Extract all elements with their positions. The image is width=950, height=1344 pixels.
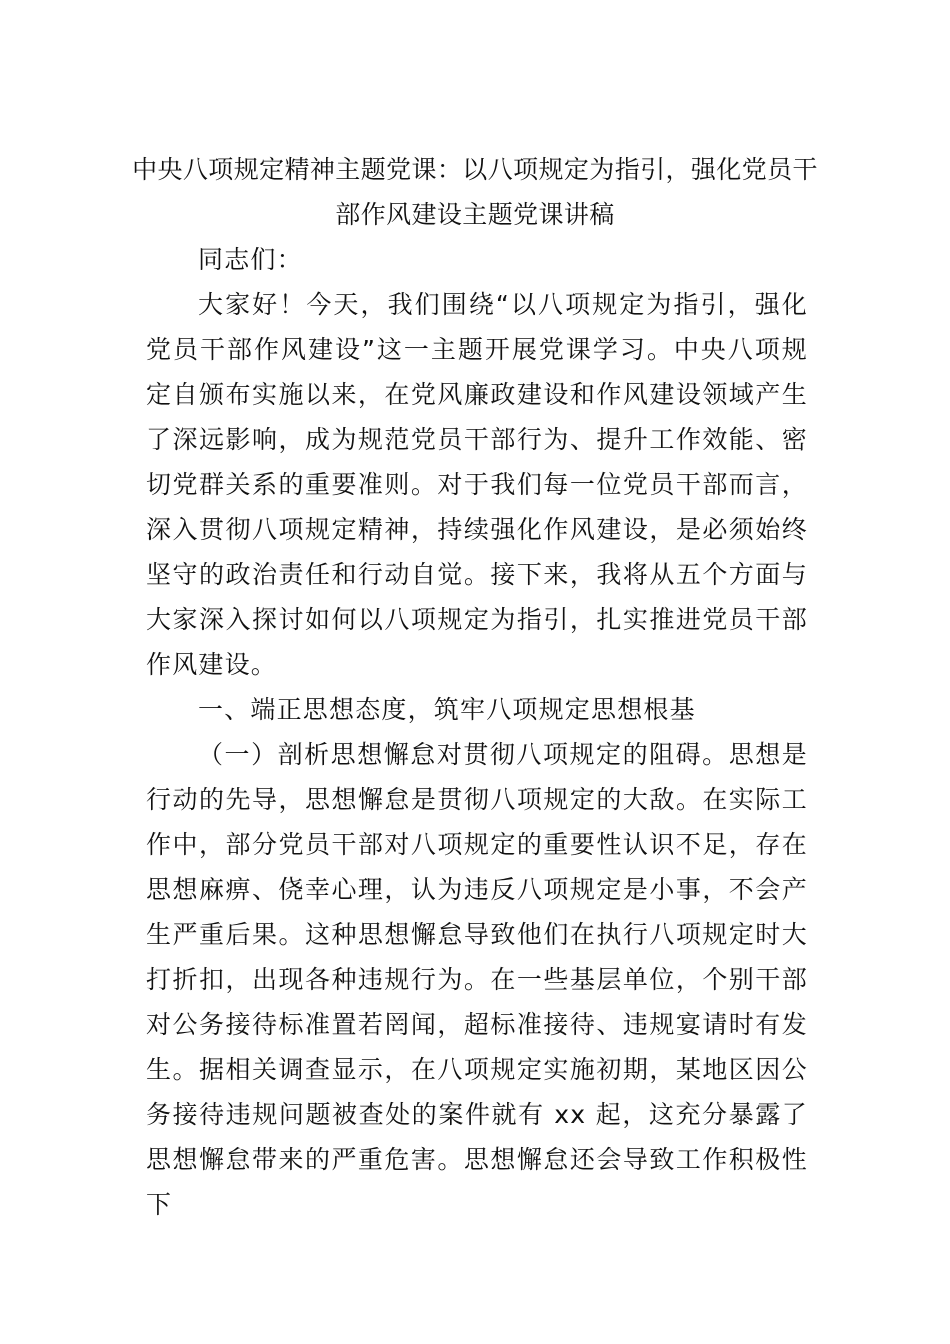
document-title: 中央八项规定精神主题党课：以八项规定为指引，强化党员干部作风建设主题党课讲稿 [132,155,818,229]
subsection-paragraph-1: （一）剖析思想懈怠对贯彻八项规定的阻碍。思想是行动的先导，思想懈怠是贯彻八项规定的大敌。在实际工作中，部分党员干部对八项规定的重要性认识不足，存在思想麻痹、侥幸心理，认为违反八项规定是小事，不会产生严重后果。这种思想懈怠导致他们在执行八项规定时大打折扣，出现各种违规行为。在一些基层单位，个别干部对公务接待标准置若罔闻，超标准接待、违规宴请时有发生。据相关调查显示，在八项规定实施初期，某地区因公务接待违规问题被查处的案件就有 xx 起，这充分暴露了思想懈怠带来的严重危害。思想懈怠还会导致工作积极性下 [146,740,808,1219]
salutation: 同志们： [198,245,303,274]
section-heading-1: 一、端正思想态度，筑牢八项规定思想根基 [198,695,696,724]
intro-paragraph: 大家好！今天，我们围绕“以八项规定为指引，强化党员干部作风建设”这一主题开展党课学习。中央八项规定自颁布实施以来，在党风廉政建设和作风建设领域产生了深远影响，成为规范党员干部行为、提升工作效能、密切党群关系的重要准则。对于我们每一位党员干部而言，深入贯彻八项规定精神，持续强化作风建设，是必须始终坚守的政治责任和行动自觉。接下来，我将从五个方面与大家深入探讨如何以八项规定为指引，扎实推进党员干部作风建设。 [146,290,808,679]
document-body [146,237,808,1227]
